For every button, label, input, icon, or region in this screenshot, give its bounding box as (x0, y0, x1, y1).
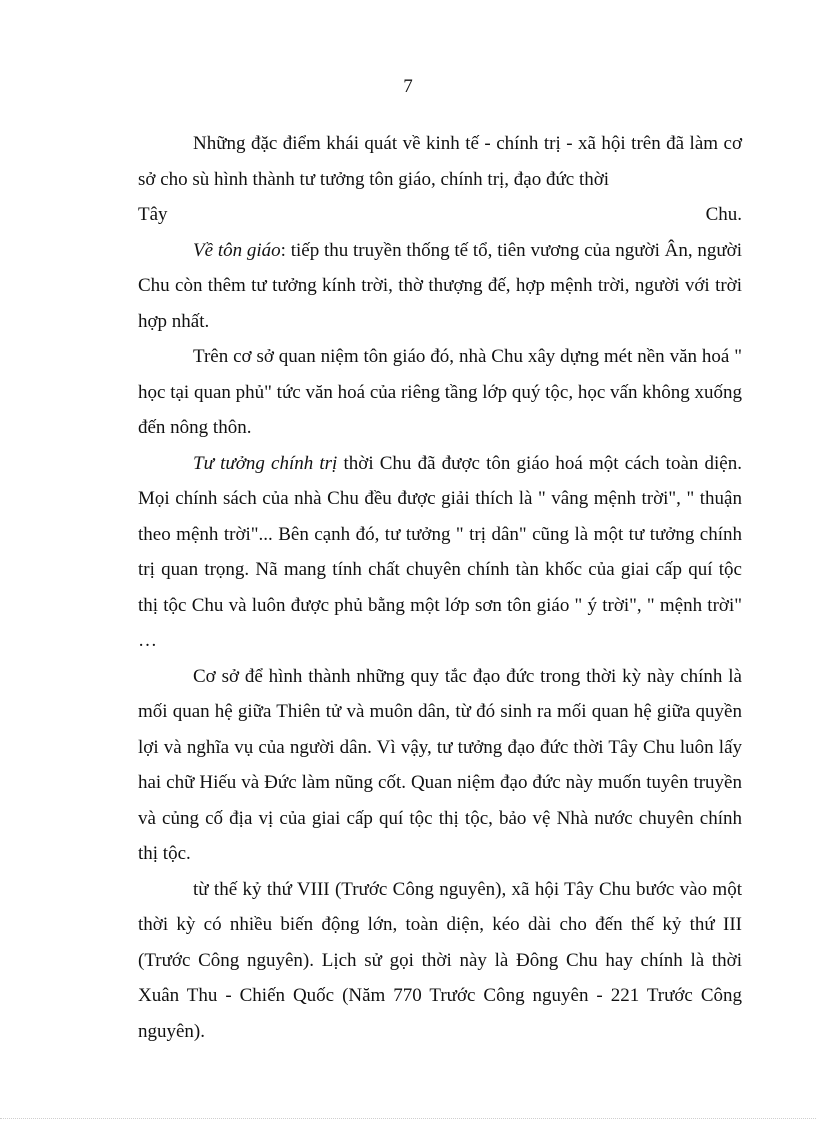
paragraph-2 (138, 233, 742, 340)
paragraph-6: từ thế kỷ thứ VIII (Trước Công nguyên), xã hội Tây Chu bước vào một thời kỳ có nhiều biến động lớn, toàn diện, kéo dài cho đến thế kỷ thứ III (Trước Công nguyên). Lịch sử gọi thời này là Đông Chu hay chính là thời Xuân Thu - Chiến Quốc (Năm 770 Trước Công nguyên - 221 Trước Công nguyên). (138, 878, 742, 1042)
paragraph-4 (138, 446, 742, 659)
paragraph-4-lead: Tư tưởng chính trị (193, 452, 338, 474)
paragraph-2-lead: Về tôn giáo (193, 239, 281, 261)
paragraph-4-text: thời Chu đã được tôn giáo hoá một cách toàn diện. Mọi chính sách của nhà Chu đều được giải thích là " vâng mệnh trời", " thuận theo mệnh trời"... Bên cạnh đó, tư tưởng " trị dân" cũng là một tư tưởng chính trị quan trọng. Nã mang tính chất chuyên chính tàn khốc của giai cấp quí tộc thị tộc Chu và luôn được phủ bằng một lớp sơn tôn giáo " ý trời", " mệnh trời" … (138, 452, 742, 651)
page-number: 7 (403, 76, 413, 97)
paragraph-2-text: : tiếp thu truyền thống tế tổ, tiên vương của người Ân, người Chu còn thêm tư tưởng kính trời, thờ thượng đế, hợp mệnh trời, người với trời hợp nhất. (138, 239, 742, 332)
paragraph-1 (138, 126, 742, 197)
paragraph-3: Trên cơ sở quan niệm tôn giáo đó, nhà Chu xây dựng mét nền văn hoá " học tại quan phủ" tức văn hoá của riêng tầng lớp quý tộc, học vấn không xuống đến nông thôn. (138, 346, 742, 438)
page-bottom-rule (0, 1118, 816, 1119)
paragraph-1-text: Những đặc điểm khái quát về kinh tế - chính trị - xã hội trên đã làm cơ sở cho sù hình thành tư tưởng tôn giáo, chính trị, đạo đức thời (138, 133, 742, 190)
paragraph-1-last-line (138, 197, 742, 233)
paragraph-5: Cơ sở để hình thành những quy tắc đạo đức trong thời kỳ này chính là mối quan hệ giữa Thiên tử và muôn dân, từ đó sinh ra mối quan hệ giữa quyền lợi và nghĩa vụ của người dân. Vì vậy, tư tưởng đạo đức thời Tây Chu luôn lấy hai chữ Hiếu và Đức làm nũng cốt. Quan niệm đạo đức này muốn tuyên truyền và củng cố địa vị của giai cấp quí tộc thị tộc, bảo vệ Nhà nước chuyên chính thị tộc. (138, 665, 742, 864)
document-body (138, 126, 742, 1049)
paragraph-1-last-right: Chu. (705, 204, 742, 225)
paragraph-1-last-left: Tây (138, 204, 168, 225)
